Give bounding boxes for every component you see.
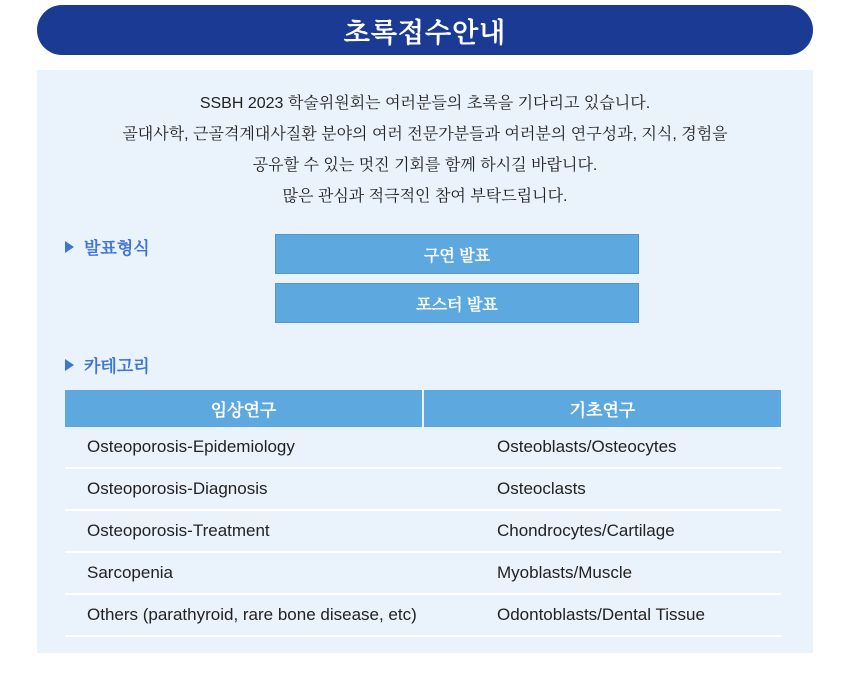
table-header-row xyxy=(65,390,781,427)
clinical-cell: Others (parathyroid, rare bone disease, etc) xyxy=(65,594,423,636)
column-header-clinical: 임상연구 xyxy=(65,390,423,427)
column-header-basic: 기초연구 xyxy=(423,390,781,427)
basic-cell: Myoblasts/Muscle xyxy=(423,552,781,594)
intro-text xyxy=(37,88,813,212)
triangle-bullet-icon xyxy=(65,241,74,253)
content-panel xyxy=(37,70,813,653)
category-table xyxy=(65,390,781,637)
table-row xyxy=(65,510,781,552)
intro-line: 많은 관심과 적극적인 참여 부탁드립니다. xyxy=(282,188,568,205)
clinical-cell: Osteoporosis-Diagnosis xyxy=(65,468,423,510)
oral-presentation-button[interactable]: 구연 발표 xyxy=(275,234,639,274)
clinical-cell: Osteoporosis-Treatment xyxy=(65,510,423,552)
basic-cell: Odontoblasts/Dental Tissue xyxy=(423,594,781,636)
poster-presentation-button[interactable]: 포스터 발표 xyxy=(275,283,639,323)
category-heading xyxy=(65,352,150,377)
basic-cell: Chondrocytes/Cartilage xyxy=(423,510,781,552)
table-row xyxy=(65,552,781,594)
clinical-cell: Osteoporosis-Epidemiology xyxy=(65,427,423,468)
category-heading-label: 카테고리 xyxy=(84,357,150,376)
table-row xyxy=(65,468,781,510)
table-row xyxy=(65,427,781,468)
format-heading xyxy=(65,234,150,259)
table-row xyxy=(65,594,781,636)
intro-line: 골대사학, 근골격계대사질환 분야의 여러 전문가분들과 여러분의 연구성과, 지식, 경험을 xyxy=(122,126,728,143)
basic-cell: Osteoblasts/Osteocytes xyxy=(423,427,781,468)
intro-line: 공유할 수 있는 멋진 기회를 함께 하시길 바랍니다. xyxy=(252,157,598,174)
format-heading-label: 발표형식 xyxy=(84,239,150,258)
page-title: 초록접수안내 xyxy=(37,5,813,55)
clinical-cell: Sarcopenia xyxy=(65,552,423,594)
intro-line: SSBH 2023 학술위원회는 여러분들의 초록을 기다리고 있습니다. xyxy=(199,95,651,112)
basic-cell: Osteoclasts xyxy=(423,468,781,510)
triangle-bullet-icon xyxy=(65,359,74,371)
